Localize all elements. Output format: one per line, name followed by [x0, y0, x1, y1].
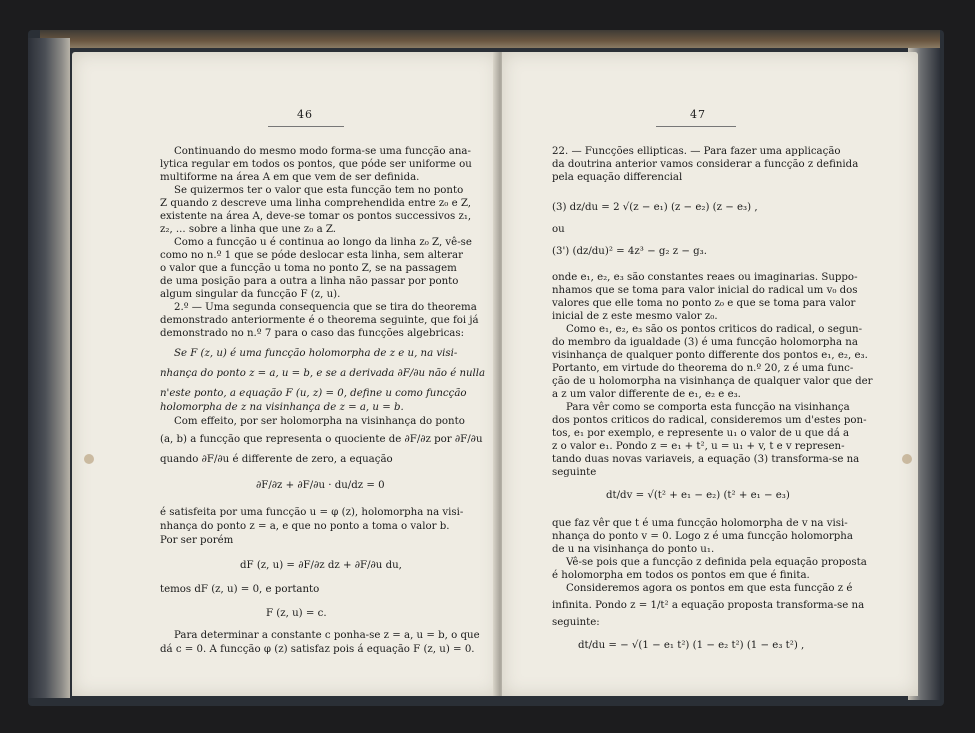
header-rule-right	[656, 126, 736, 127]
page-stain	[84, 454, 94, 464]
text-line: ∂F/∂z + ∂F/∂u · du/dz = 0	[256, 480, 385, 491]
text-line: multiforme na área A em que vem de ser definida.	[160, 172, 420, 183]
header-rule-left	[268, 126, 344, 127]
text-line: dá c = 0. A funcção φ (z) satisfaz pois á equação F (z, u) = 0.	[160, 644, 475, 655]
text-line: lytica regular em todos os pontos, que póde ser uniforme ou	[160, 159, 472, 170]
text-line: tando duas novas variaveis, a equação (3) transforma-se na	[552, 454, 860, 465]
text-line: F (z, u) = c.	[266, 608, 327, 619]
text-line: dt/du = − √(1 − e₁ t²) (1 − e₂ t²) (1 − e₃ t²) ,	[578, 640, 805, 651]
text-line: Se F (z, u) é uma funcção holomorpha de z e u, na visi-	[174, 348, 458, 359]
text-line: Continuando do mesmo modo forma-se uma funcção ana-	[174, 146, 471, 157]
text-line: de u na visinhança do ponto u₁.	[552, 544, 715, 555]
text-line: ou	[552, 224, 565, 235]
text-line: 2.º — Uma segunda consequencia que se tira do theorema	[174, 302, 477, 313]
text-line: inicial de z este mesmo valor z₀.	[552, 311, 718, 322]
page-number-left: 46	[297, 108, 313, 121]
text-line: infinita. Pondo z = 1/t² a equação proposta transforma-se na	[552, 600, 865, 611]
text-line: ção de u holomorpha na visinhança de qualquer valor que der	[552, 376, 873, 387]
text-line: z o valor e₁. Pondo z = e₁ + t², u = u₁ + v, t e v represen-	[552, 441, 845, 452]
text-line: Com effeito, por ser holomorpha na visinhança do ponto	[174, 416, 465, 427]
text-line: Como a funcção u é continua ao longo da linha z₀ Z, vê-se	[174, 237, 472, 248]
text-line: (a, b) a funcção que representa o quociente de ∂F/∂z por ∂F/∂u	[160, 434, 483, 445]
page-number-right: 47	[690, 108, 706, 121]
text-line: (3) dz/du = 2 √(z − e₁) (z − e₂) (z − e₃) ,	[552, 202, 758, 213]
text-line: é holomorpha em todos os pontos em que é finita.	[552, 570, 810, 581]
text-line: visinhança de qualquer ponto differente dos pontos e₁, e₂, e₃.	[552, 350, 868, 361]
text-line: demonstrado anteriormente é o theorema seguinte, que foi já	[160, 315, 479, 326]
text-line: nhança do ponto z = a, u = b, e se a derivada ∂F/∂u não é nulla	[160, 368, 486, 379]
text-line: Como e₁, e₂, e₃ são os pontos criticos do radical, o segun-	[566, 324, 863, 335]
text-line: quando ∂F/∂u é differente de zero, a equação	[160, 454, 393, 465]
text-line: do membro da igualdade (3) é uma funcção holomorpha na	[552, 337, 858, 348]
text-line: seguinte	[552, 467, 597, 478]
left-cover-edge	[28, 38, 70, 698]
text-line: pela equação differencial	[552, 172, 683, 183]
text-line: dos pontos criticos do radical, consideremos um d'estes pon-	[552, 415, 867, 426]
text-line: seguinte:	[552, 617, 600, 628]
text-line: é satisfeita por uma funcção u = φ (z), holomorpha na visi-	[160, 507, 464, 518]
page-stain	[902, 454, 912, 464]
text-line: da doutrina anterior vamos considerar a funcção z definida	[552, 159, 859, 170]
text-line: tos, e₁ por exemplo, e represente u₁ o valor de u que dá a	[552, 428, 850, 439]
text-line: a z um valor differente de e₁, e₂ e e₃.	[552, 389, 741, 400]
text-line: onde e₁, e₂, e₃ são constantes reaes ou imaginarias. Suppo-	[552, 272, 858, 283]
text-line: z₂, ... sobre a linha que une z₀ a Z.	[160, 224, 337, 235]
text-line: temos dF (z, u) = 0, e portanto	[160, 584, 320, 595]
text-line: Z quando z descreve uma linha comprehendida entre z₀ e Z,	[160, 198, 472, 209]
text-line: que faz vêr que t é uma funcção holomorpha de v na visi-	[552, 518, 848, 529]
text-line: Portanto, em virtude do theorema do n.º 20, z é uma func-	[552, 363, 854, 374]
text-line: Para vêr como se comporta esta funcção na visinhança	[566, 402, 850, 413]
text-line: Se quizermos ter o valor que esta funcção tem no ponto	[174, 185, 464, 196]
text-line: demonstrado no n.º 7 para o caso das funcções algebricas:	[160, 328, 465, 339]
text-line: valores que elle toma no ponto z₀ e que se toma para valor	[552, 298, 856, 309]
text-line: o valor que a funcção u toma no ponto Z, se na passagem	[160, 263, 457, 274]
text-line: como no n.º 1 que se póde deslocar esta linha, sem alterar	[160, 250, 463, 261]
text-line: nhamos que se toma para valor inicial do radical um v₀ dos	[552, 285, 858, 296]
text-line: (3') (dz/du)² = 4z³ − g₂ z − g₃.	[552, 246, 707, 257]
text-line: Para determinar a constante c ponha-se z = a, u = b, o que	[174, 630, 480, 641]
text-line: n'este ponto, a equação F (u, z) = 0, define u como funcção	[160, 388, 467, 399]
left-page	[72, 52, 499, 696]
text-line: nhança do ponto v = 0. Logo z é uma funcção holomorpha	[552, 531, 853, 542]
text-line: Consideremos agora os pontos em que esta funcção z é	[566, 583, 853, 594]
book-top-edge	[40, 30, 940, 48]
right-page	[502, 52, 918, 696]
text-line: Por ser porém	[160, 535, 234, 546]
text-line: nhança do ponto z = a, e que no ponto a toma o valor b.	[160, 521, 450, 532]
text-line: holomorpha de z na visinhança de z = a, u = b.	[160, 402, 404, 413]
text-line: Vê-se pois que a funcção z definida pela equação proposta	[566, 557, 867, 568]
text-line: algum singular da funcção F (z, u).	[160, 289, 341, 300]
text-line: de uma posição para a outra a linha não passar por ponto	[160, 276, 459, 287]
text-line: existente na área A, deve-se tomar os pontos successivos z₁,	[160, 211, 472, 222]
text-line: dF (z, u) = ∂F/∂z dz + ∂F/∂u du,	[240, 560, 402, 571]
text-line: dt/dv = √(t² + e₁ − e₂) (t² + e₁ − e₃)	[606, 490, 790, 501]
text-line: 22. — Funcções ellipticas. — Para fazer uma applicação	[552, 146, 841, 157]
